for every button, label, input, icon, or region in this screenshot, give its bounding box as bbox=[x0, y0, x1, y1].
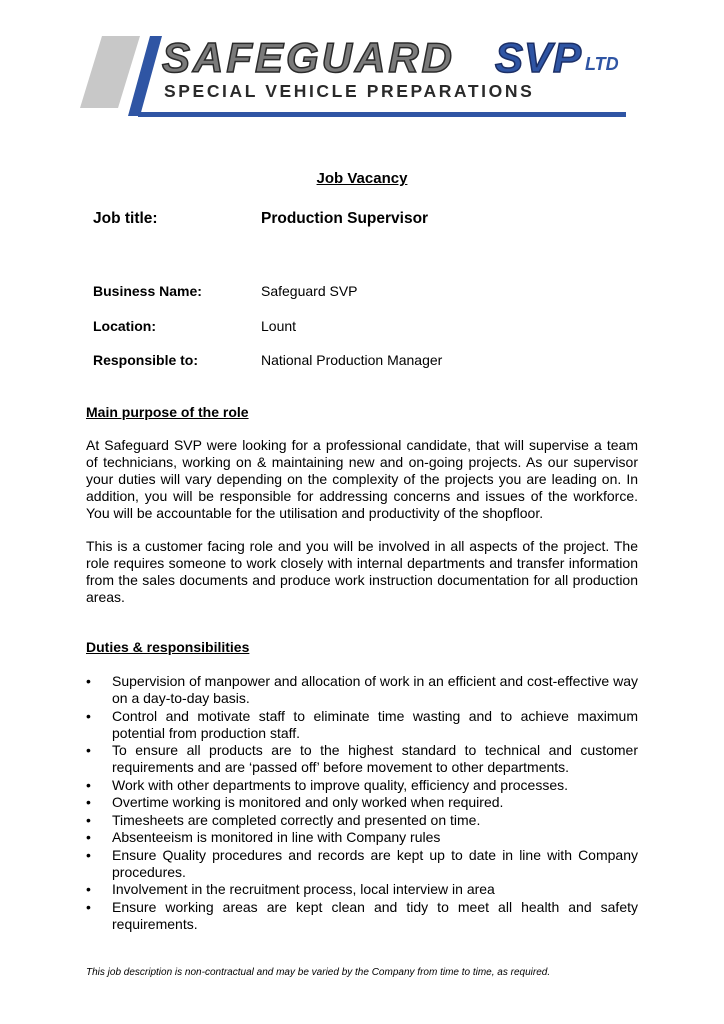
bullet-icon: • bbox=[86, 829, 91, 845]
bullet-icon: • bbox=[86, 673, 91, 689]
logo-subtitle: SPECIAL VEHICLE PREPARATIONS bbox=[164, 81, 535, 101]
list-item: • Supervision of manpower and allocation of work in an efficient and cost-effective way on a day-to-day basis. bbox=[86, 673, 638, 706]
main-purpose-heading: Main purpose of the role bbox=[86, 404, 249, 420]
list-item: • To ensure all products are to the highest standard to technical and customer requirements and are ‘passed off’ before movement to other departments. bbox=[86, 742, 638, 775]
responsible-to-label: Responsible to: bbox=[93, 352, 199, 368]
responsible-to-value: National Production Manager bbox=[261, 352, 443, 368]
footer-disclaimer: This job description is non-contractual and may be varied by the Company from time to time, as required. bbox=[86, 967, 551, 978]
bullet-icon: • bbox=[86, 881, 91, 897]
page-heading: Job Vacancy bbox=[316, 170, 408, 187]
list-item: • Involvement in the recruitment process, local interview in area bbox=[86, 881, 495, 897]
duties-heading: Duties & responsibilities bbox=[86, 639, 250, 655]
bullet-icon: • bbox=[86, 776, 91, 793]
company-logo bbox=[80, 36, 628, 122]
job-title-value: Production Supervisor bbox=[261, 210, 429, 227]
logo-ltd-text: LTD bbox=[585, 54, 619, 74]
job-title-label: Job title: bbox=[93, 210, 158, 227]
business-name-label: Business Name: bbox=[93, 283, 202, 299]
bullet-icon: • bbox=[86, 846, 91, 863]
list-item: • Overtime working is monitored and only worked when required. bbox=[86, 794, 504, 810]
main-purpose-paragraph-2: This is a customer facing role and you will be involved in all aspects of the project. The role requires someone to work closely with internal departments and transfer information from the sales documents and produce work instruction documentation for all production areas. bbox=[86, 538, 638, 605]
bullet-icon: • bbox=[86, 898, 91, 915]
duties-list bbox=[86, 673, 638, 933]
bullet-icon: • bbox=[86, 794, 91, 810]
list-item: • Ensure working areas are kept clean and tidy to meet all health and safety requirements. bbox=[86, 898, 638, 932]
list-item: • Timesheets are completed correctly and presented on time. bbox=[86, 811, 481, 828]
bullet-icon: • bbox=[86, 707, 91, 724]
bullet-icon: • bbox=[86, 811, 91, 828]
location-label: Location: bbox=[93, 318, 156, 334]
main-purpose-paragraph-1: At Safeguard SVP were looking for a professional candidate, that will supervise a team of technicians, working on & maintaining new and on-going projects. As our supervisor your duties will vary depending on the complexity of the projects you are leading on. In addition, you will be responsible for addressing concerns and issues of the workforce. You will be accountable for the utilisation and productivity of the shopfloor. bbox=[86, 437, 638, 521]
business-name-value: Safeguard SVP bbox=[261, 283, 358, 299]
logo-svp-text: SVP bbox=[495, 34, 583, 81]
list-item: • Absenteeism is monitored in line with Company rules bbox=[86, 829, 441, 845]
bullet-icon: • bbox=[86, 742, 91, 758]
list-item: • Work with other departments to improve quality, efficiency and processes. bbox=[86, 776, 568, 793]
logo-main-text: SAFEGUARD bbox=[162, 34, 456, 81]
location-value: Lount bbox=[261, 318, 297, 334]
list-item: • Ensure Quality procedures and records are kept up to date in line with Company procedures. bbox=[86, 846, 638, 880]
list-item: • Control and motivate staff to eliminate time wasting and to achieve maximum potential from production staff. bbox=[86, 707, 638, 741]
